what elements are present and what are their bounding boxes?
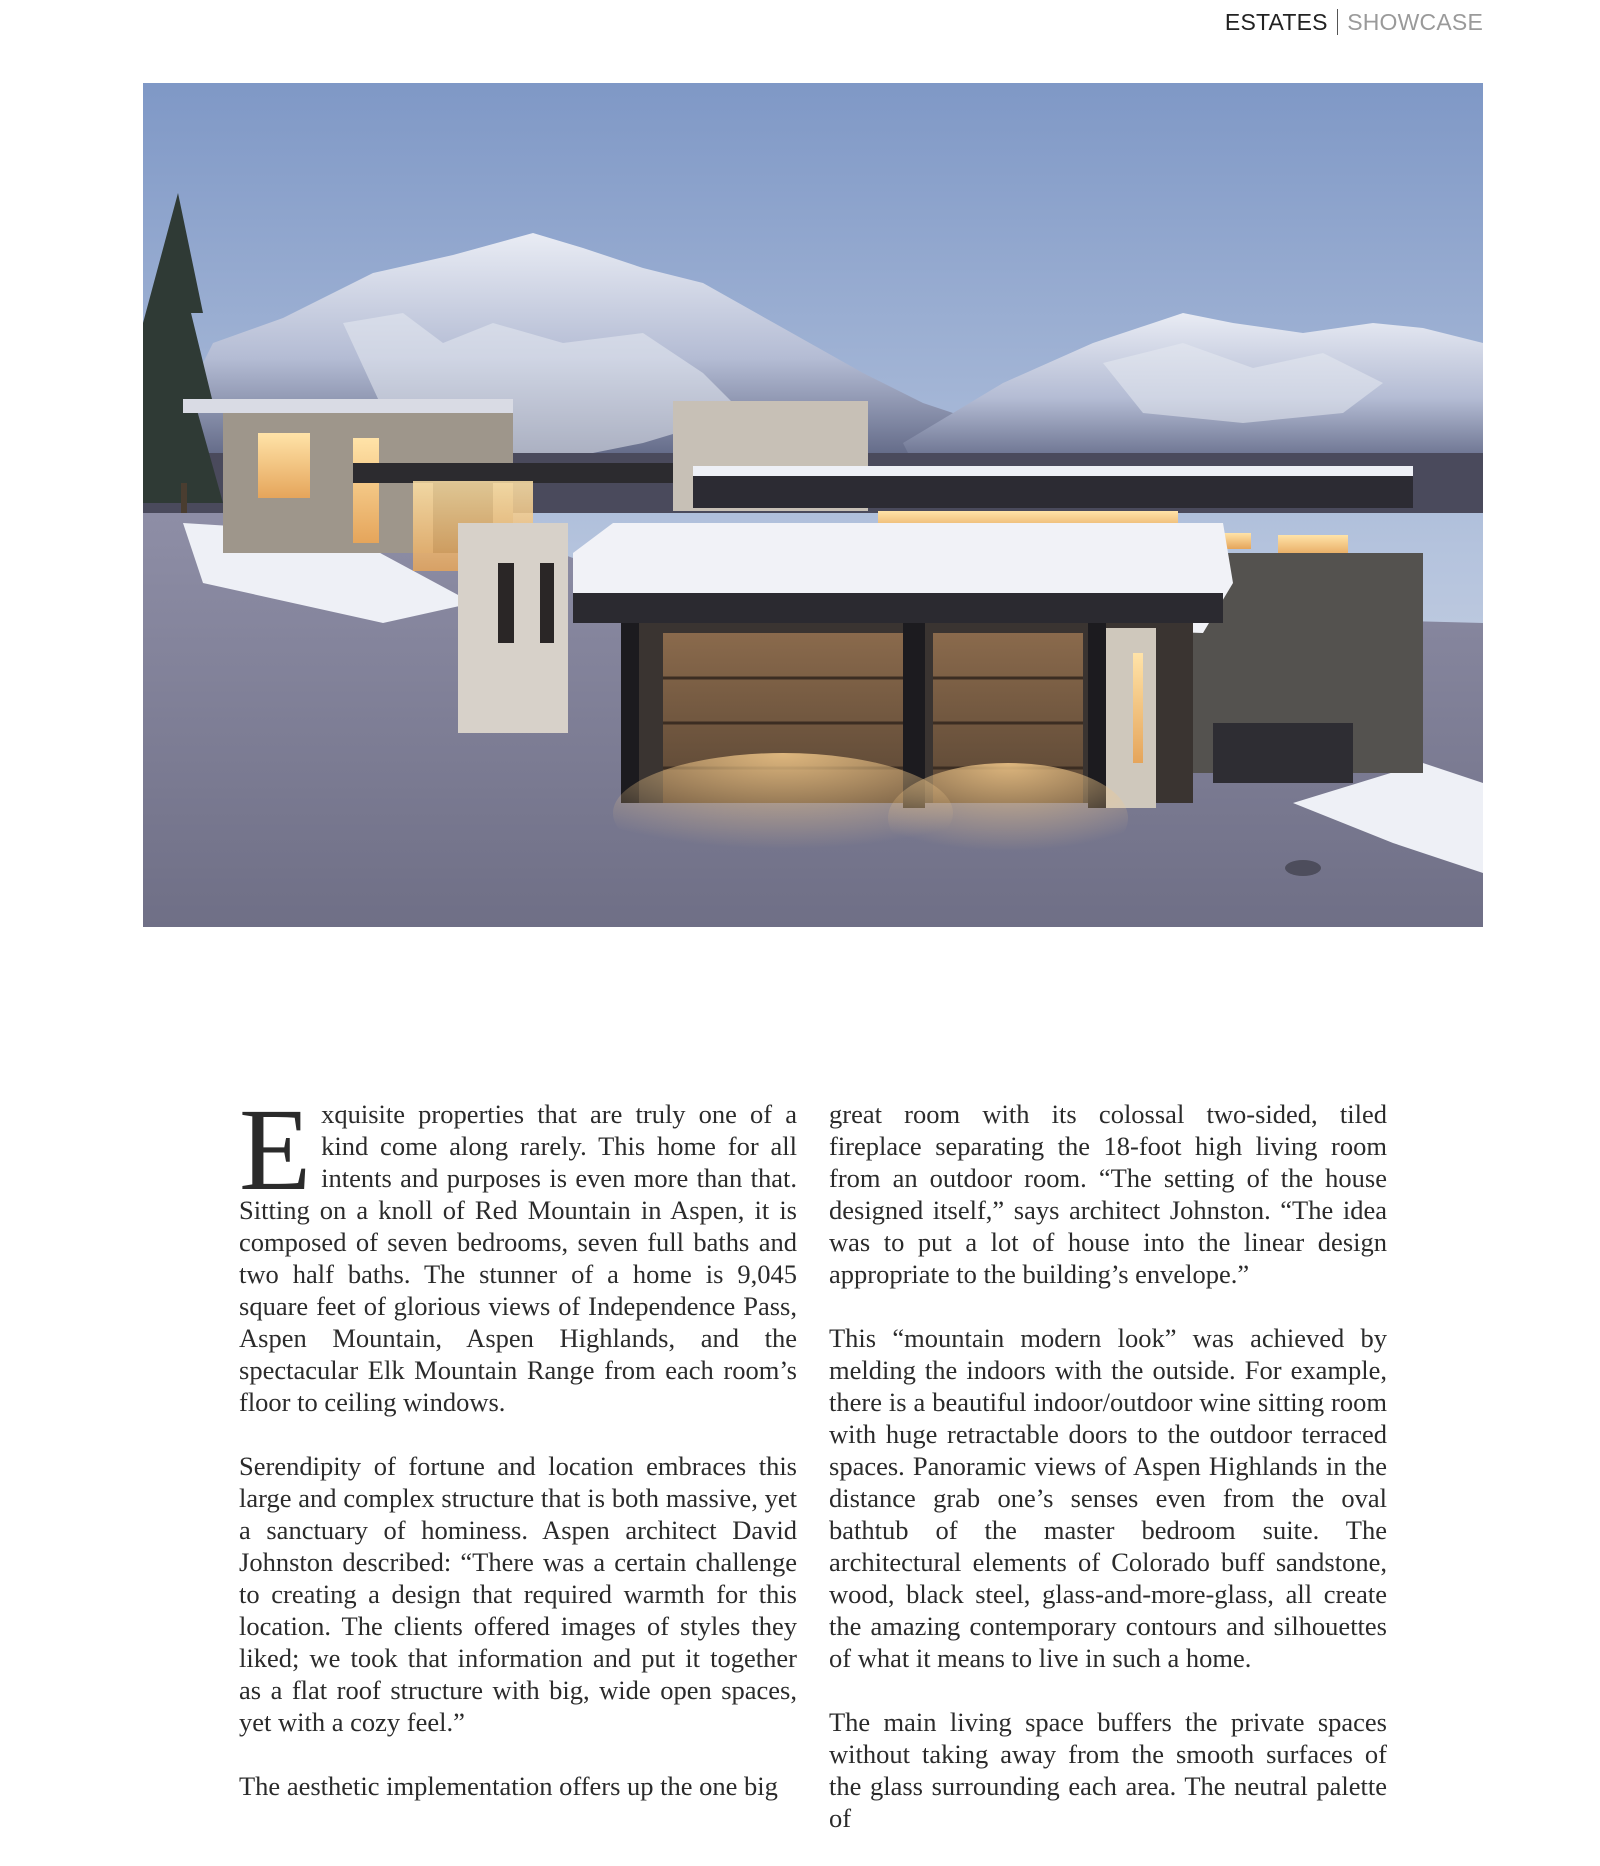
drop-cap: E (239, 1084, 312, 1215)
paragraph (239, 1084, 797, 1418)
subsection-label: SHOWCASE (1347, 9, 1483, 35)
section-label: ESTATES (1224, 9, 1328, 35)
paragraph: This “mountain modern look” was achieved by melding the indoors with the outside. For example, there is a beautiful indoor/outdoor wine sitting room with huge retractable doors to the outdoor terraced spaces. Panoramic views of Aspen Highlands in the distance grab one’s senses even from the oval bathtub of the master bedroom suite. The architectural elements of Colorado buff sandstone, wood, black steel, glass-and-more-glass, all create the amazing contemporary contours and silhouettes of what it means to live in such a home. (829, 1323, 1387, 1673)
header-divider (1337, 9, 1339, 35)
article-column-right (829, 1098, 1387, 1866)
paragraph: Serendipity of fortune and location embraces this large and complex structure that is both massive, yet a sanctuary of hominess. Aspen architect David Johnston described: “There was a certain challenge to creating a design that required warmth for this location. The clients offered images of styles they liked; we took that information and put it together as a flat roof structure with big, wide open spaces, yet with a cozy feel.” (239, 1451, 797, 1737)
article-column-left (239, 1084, 797, 1866)
paragraph: great room with its colossal two-sided, tiled fireplace separating the 18-foot high living room from an outdoor room. “The setting of the house designed itself,” says architect Johnston. “The idea was to put a lot of house into the linear design appropriate to the building’s envelope.” (829, 1099, 1387, 1289)
paragraph: The main living space buffers the private spaces without taking away from the smooth surfaces of the glass surrounding each area. The neutral palette of (829, 1707, 1387, 1833)
page-header (1225, 8, 1483, 36)
hero-photo (143, 83, 1483, 927)
article-body (239, 1084, 1387, 1866)
paragraph-text: xquisite properties that are truly one of a kind come along rarely. This home for all intents and purposes is even more than that. Sitting on a knoll of Red Mountain in Aspen, it is composed of seven bedrooms, seven full baths and two half baths. The stunner of a home is 9,045 square feet of glorious views of Independence Pass, Aspen Mountain, Aspen Highlands, and the spectacular Elk Mountain Range from each room’s floor to ceiling windows. (239, 1099, 797, 1417)
paragraph: The aesthetic implementation offers up the one big (239, 1771, 778, 1801)
